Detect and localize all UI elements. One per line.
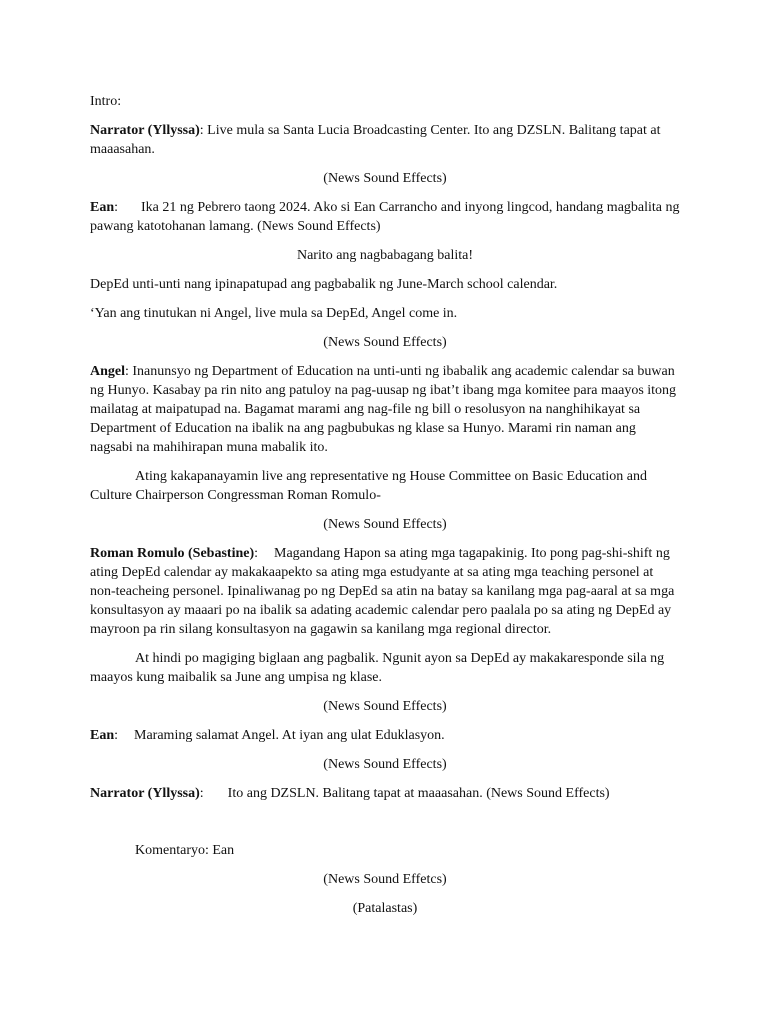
line-text: : Inanunsyo ng Department of Education na unti-unti ng ibabalik ang academic calendar sa buwan ng Hunyo. Kasabay pa rin nito ang patuloy na pag-uusap ng ibat’t ibang mga komitee para maayos itong mailatag at maipatupad na. Bagamat marami ang nag-file ng bill o resolusyon na nanghihikayat sa Department of Education na ibalik na ang pagbubukas ng klase sa Hunyo. Marami rin naman ang nagsabi na mahihirapan muna mabalik ito. [90, 364, 677, 455]
narrator-intro-line [90, 121, 680, 159]
interview-intro: Ating kakapanayamin live ang representative ng House Committee on Basic Education and Culture Chairperson Congressman Roman Romulo- [90, 469, 648, 503]
angel-report [90, 362, 680, 457]
romulo-line [90, 544, 680, 639]
separator: : [199, 786, 204, 801]
line-text: Ika 21 ng Pebrero taong 2024. Ako si Ean Carrancho and inyong lingcod, handang magbalita ng pawang katotohanan lamang. (News Sound Effects) [90, 200, 680, 234]
separator: : [114, 200, 119, 215]
speaker-name: Narrator (Yllyssa) [90, 123, 200, 138]
sound-cue: (News Sound Effects) [323, 699, 447, 714]
sound-cue: (News Sound Effetcs) [323, 872, 447, 887]
ean-closing-line [90, 726, 680, 745]
script-document [90, 92, 680, 928]
sound-cue: (News Sound Effects) [323, 335, 447, 350]
speaker-name: Ean [90, 728, 115, 743]
speaker-name: Angel [90, 364, 125, 379]
line-text: Maraming salamat Angel. At iyan ang ulat Eduklasyon. [134, 728, 445, 743]
line-text: Magandang Hapon sa ating mga tagapakinig. Ito pong pag-shi-shift ng ating DepEd calendar ay makakaapekto sa ating mga estudyante at sa ating mga teaching personel at non-teacheing personel. Ipinaliwanag po ng DepEd sa atin na batay sa kanilang mga pag-aaral at sa mga konsultasyon ay maaari po na ibalik sa adating academic calendar pero paalala po sa ating ng DepEd ay mayroon pa rin silang konsultasyon na gagawin sa kanilang mga regional director. [90, 546, 675, 637]
headline: Narito ang nagbabagang balita! [296, 248, 474, 263]
commentary-label: Komentaryo: Ean [135, 843, 235, 858]
separator: : [114, 728, 119, 743]
line-text: : Live mula sa Santa Lucia Broadcasting Center. Ito ang DZSLN. Balitang tapat at maaasahan. [90, 123, 661, 157]
news-line: DepEd unti-unti nang ipinapatupad ang pagbabalik ng June-March school calendar. [90, 277, 558, 292]
romulo-continuation: At hindi po magiging biglaan ang pagbalik. Ngunit ayon sa DepEd ay makakaresponde sila ng maayos kung maibalik sa June ang umpisa ng klase. [90, 651, 665, 685]
intro-label: Intro: [90, 94, 122, 109]
narrator-closing-line [90, 784, 680, 803]
ean-intro-line [90, 198, 680, 236]
speaker-name: Narrator (Yllyssa) [90, 786, 200, 801]
sound-cue: (News Sound Effects) [323, 171, 447, 186]
sound-cue: (News Sound Effects) [323, 757, 447, 772]
speaker-name: Ean [90, 200, 115, 215]
speaker-name: Roman Romulo (Sebastine) [90, 546, 255, 561]
line-text: Ito ang DZSLN. Balitang tapat at maaasahan. (News Sound Effects) [227, 786, 610, 801]
separator: : [254, 546, 259, 561]
advertisement-cue: (Patalastas) [352, 901, 418, 916]
news-line: ‘Yan ang tinutukan ni Angel, live mula sa DepEd, Angel come in. [90, 306, 458, 321]
sound-cue: (News Sound Effects) [323, 517, 447, 532]
